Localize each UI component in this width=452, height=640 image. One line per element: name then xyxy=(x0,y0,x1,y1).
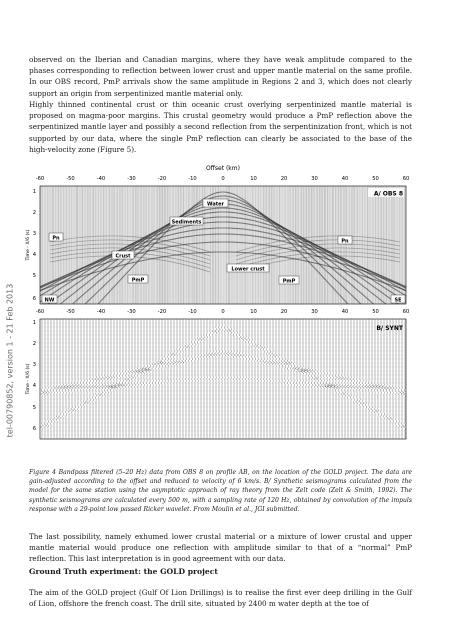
x-tick-label: -30 xyxy=(127,176,136,182)
panel-b-tag: B/ SYNT xyxy=(376,325,403,332)
y-tick-label: 5 xyxy=(32,405,36,411)
figure-4 xyxy=(26,162,420,447)
x-tick-label: 10 xyxy=(250,309,257,315)
label-sediments: Sediments xyxy=(171,219,202,226)
x-tick-label: 0 xyxy=(221,309,225,315)
x-tick-label: -20 xyxy=(157,309,167,315)
label-se: SE xyxy=(394,297,402,304)
x-tick-label: 20 xyxy=(280,176,288,182)
body-paragraph-1: observed on the Iberian and Canadian margins, where they have weak amplitude compared to the phases corresponding to reflection between lower crust and upper mantle material on the same profile. In our OBS record, PmP arrivals show the same amplitude in Regions 2 and 3, which does not clearly support an origin from serpentinized mantle material only. xyxy=(29,55,412,98)
label-pn-right: Pn xyxy=(341,238,349,245)
y-tick-label: 5 xyxy=(32,273,36,279)
x-tick-label: 60 xyxy=(402,309,410,315)
x-tick-label: -50 xyxy=(66,176,75,182)
y-tick-label: 3 xyxy=(32,231,36,237)
y-tick-label: 2 xyxy=(32,210,36,216)
y-tick-label: 4 xyxy=(32,252,36,258)
x-tick-label: 0 xyxy=(221,176,225,182)
label-nw: NW xyxy=(44,297,55,304)
x-tick-label: 20 xyxy=(280,309,288,315)
x-tick-label: -60 xyxy=(35,176,45,182)
x-tick-label: 50 xyxy=(372,176,379,182)
archive-identifier xyxy=(2,200,18,520)
body-paragraph-2: Highly thinned continental crust or thin oceanic crust overlying serpentinized mantle material is proposed on magma-poor margins. This crustal geometry would produce a PmP reflection above the serpentinized mantle layer and possibly a second reflection from the serpentinization front, which is not supported by our data, where the single PmP reflection can clearly be associated to the base of the high-velocity zone (Figure 5). xyxy=(29,100,412,154)
x-tick-label: -40 xyxy=(96,309,106,315)
body-paragraph-4: The aim of the GOLD project (Gulf Of Lion Drillings) is to realise the first ever deep drilling in the Gulf of Lion, offshore the french coast. The drill site, situated by 2400 m water depth at the toe of xyxy=(29,588,412,609)
panel-a-tag: A/ OBS 8 xyxy=(373,190,403,198)
body-paragraph-3: The last possibility, namely exhumed lower crustal material or a mixture of lower crustal and upper mantle material would produce one reflection with amplitude similar to that of a “normal” PmP reflection. This last interpretation is in good agreement with our data. xyxy=(29,532,412,564)
label-pmp-left: PmP xyxy=(131,277,145,284)
x-tick-label: 40 xyxy=(341,309,349,315)
panel-a-y-ticks xyxy=(33,189,37,302)
x-tick-label: 60 xyxy=(402,176,410,182)
x-tick-label: 30 xyxy=(311,309,318,315)
x-tick-label: 40 xyxy=(341,176,349,182)
figure-caption: Figure 4 Bandpass filtered (5–20 Hz) data from OBS 8 on profile AB, on the location of the GOLD project. The data are gain-adjusted according to the offset and reduced to velocity of 6 km/s. B/ Synthetic seismograms calculated from the model for the same station using the asymptotic approach of ray theory from the Zelt code (Zelt & Smith, 1992). The synthetic seismograms are calculated every 500 m, with a sampling rate of 120 Hz, obtained by convolution of the impuls response with a 29-point low passed Ricker wavelet. From Moulin et al., JGI submitted. xyxy=(29,469,412,513)
x-tick-label: -30 xyxy=(127,309,136,315)
panel-a-y-axis-label: Time - X/6 (s) xyxy=(26,229,31,261)
label-pmp-right: PmP xyxy=(282,278,296,285)
x-tick-label: -60 xyxy=(35,309,45,315)
top-x-tick-labels xyxy=(36,176,410,182)
x-tick-label: 30 xyxy=(311,176,318,182)
y-tick-label: 3 xyxy=(32,362,36,368)
middle-x-tick-labels xyxy=(36,309,410,315)
section-heading: Ground Truth experiment: the GOLD project xyxy=(29,567,218,576)
label-lower-crust: Lower crust xyxy=(231,266,265,273)
y-tick-label: 2 xyxy=(32,341,36,347)
x-tick-label: 10 xyxy=(250,176,257,182)
panel-b-y-ticks xyxy=(33,320,37,432)
x-tick-label: -40 xyxy=(96,176,106,182)
x-tick-label: -10 xyxy=(188,176,197,182)
x-tick-label: -10 xyxy=(188,309,197,315)
x-tick-label: -50 xyxy=(66,309,75,315)
label-water: Water xyxy=(207,201,224,208)
x-tick-label: 50 xyxy=(372,309,379,315)
y-tick-label: 1 xyxy=(32,189,36,195)
label-pn-left: Pn xyxy=(52,235,60,242)
y-tick-label: 6 xyxy=(32,296,36,302)
y-tick-label: 6 xyxy=(32,426,36,432)
x-tick-label: -20 xyxy=(157,176,167,182)
offset-axis-title: Offset (km) xyxy=(206,165,240,172)
panel-b-y-axis-label: Time - X/6 (s) xyxy=(26,363,31,395)
y-tick-label: 4 xyxy=(32,383,36,389)
label-crust: Crust xyxy=(115,253,131,260)
y-tick-label: 1 xyxy=(32,320,36,326)
seismic-figure-svg xyxy=(26,162,420,447)
archive-identifier-text: tel-00790852, version 1 - 21 Feb 2013 xyxy=(5,283,15,437)
